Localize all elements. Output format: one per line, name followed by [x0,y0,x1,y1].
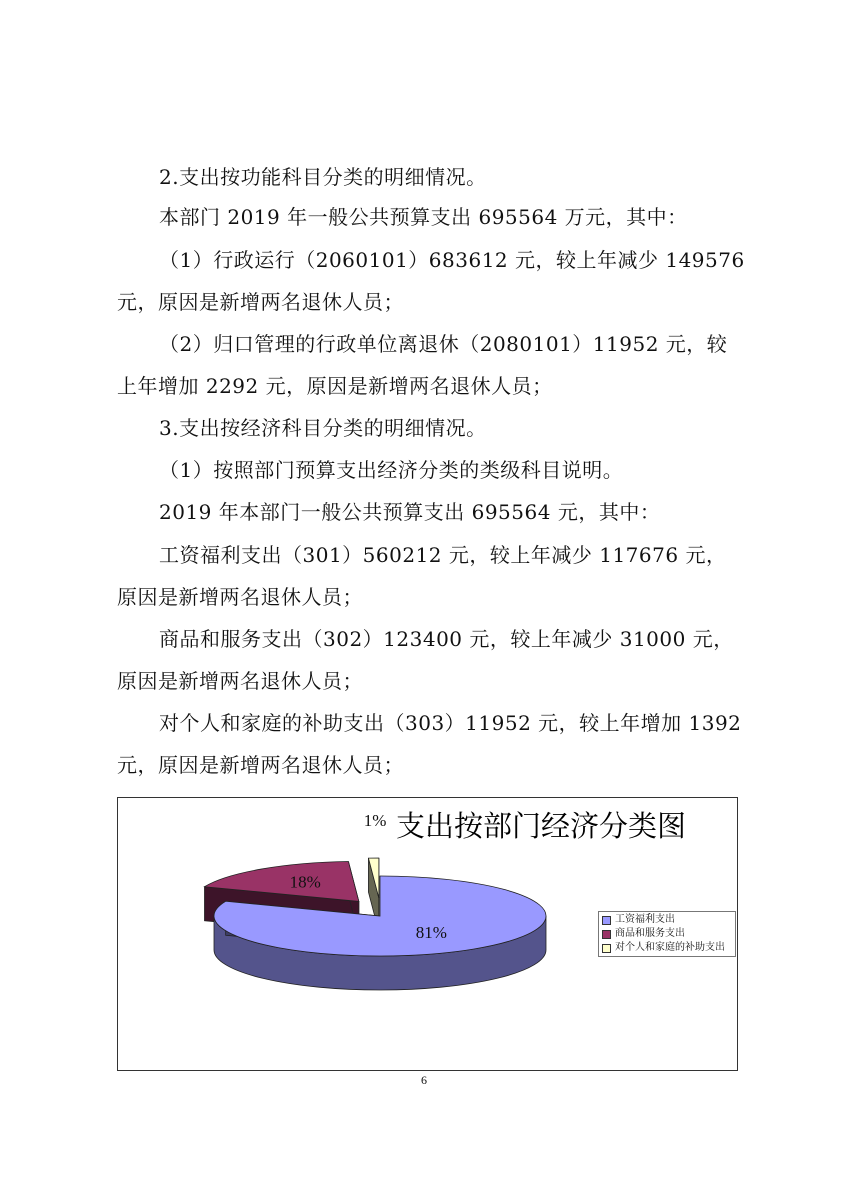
paragraph-line: 原因是新增两名退休人员； [117,669,363,693]
paragraph-line: （1）按照部门预算支出经济分类的类级科目说明。 [159,458,624,482]
legend-swatch [602,930,611,939]
legend-label: 对个人和家庭的补助支出 [615,942,725,953]
pie-data-label: 18% [289,872,321,892]
paragraph-line: 商品和服务支出（302）123400 元，较上年减少 31000 元， [159,627,734,651]
pie-data-label: 81% [415,923,447,943]
paragraph-line: 元，原因是新增两名退休人员； [117,753,404,777]
paragraph-line: 工资福利支出（301）560212 元，较上年减少 117676 元， [159,543,727,567]
paragraph-line: 2.支出按功能科目分类的明细情况。 [159,165,487,189]
legend-swatch [602,944,611,953]
chart-legend [598,911,736,957]
page-number: 6 [421,1073,427,1087]
legend-item [602,941,732,955]
paragraph-line: 2019 年本部门一般公共预算支出 695564 元，其中： [159,500,661,524]
paragraph-line: 上年增加 2292 元，原因是新增两名退休人员； [117,374,553,398]
legend-item [602,913,732,927]
paragraph-line: （1）行政运行（2060101）683612 元，较上年减少 149576 [159,248,745,272]
paragraph-line: 原因是新增两名退休人员； [117,585,363,609]
chart-title: 支出按部门经济分类图 [396,809,687,843]
legend-item [602,927,732,941]
legend-label: 商品和服务支出 [615,928,685,939]
legend-swatch [602,916,611,925]
pie-data-label: 1% [363,811,387,831]
paragraph-line: 元，原因是新增两名退休人员； [117,290,404,314]
paragraph-line: （2）归口管理的行政单位离退休（2080101）11952 元，较 [159,332,728,356]
legend-label: 工资福利支出 [615,914,675,925]
paragraph-line: 3.支出按经济科目分类的明细情况。 [159,416,487,440]
paragraph-line: 本部门 2019 年一般公共预算支出 695564 万元，其中： [159,205,688,229]
paragraph-line: 对个人和家庭的补助支出（303）11952 元，较上年增加 1392 [159,711,742,735]
